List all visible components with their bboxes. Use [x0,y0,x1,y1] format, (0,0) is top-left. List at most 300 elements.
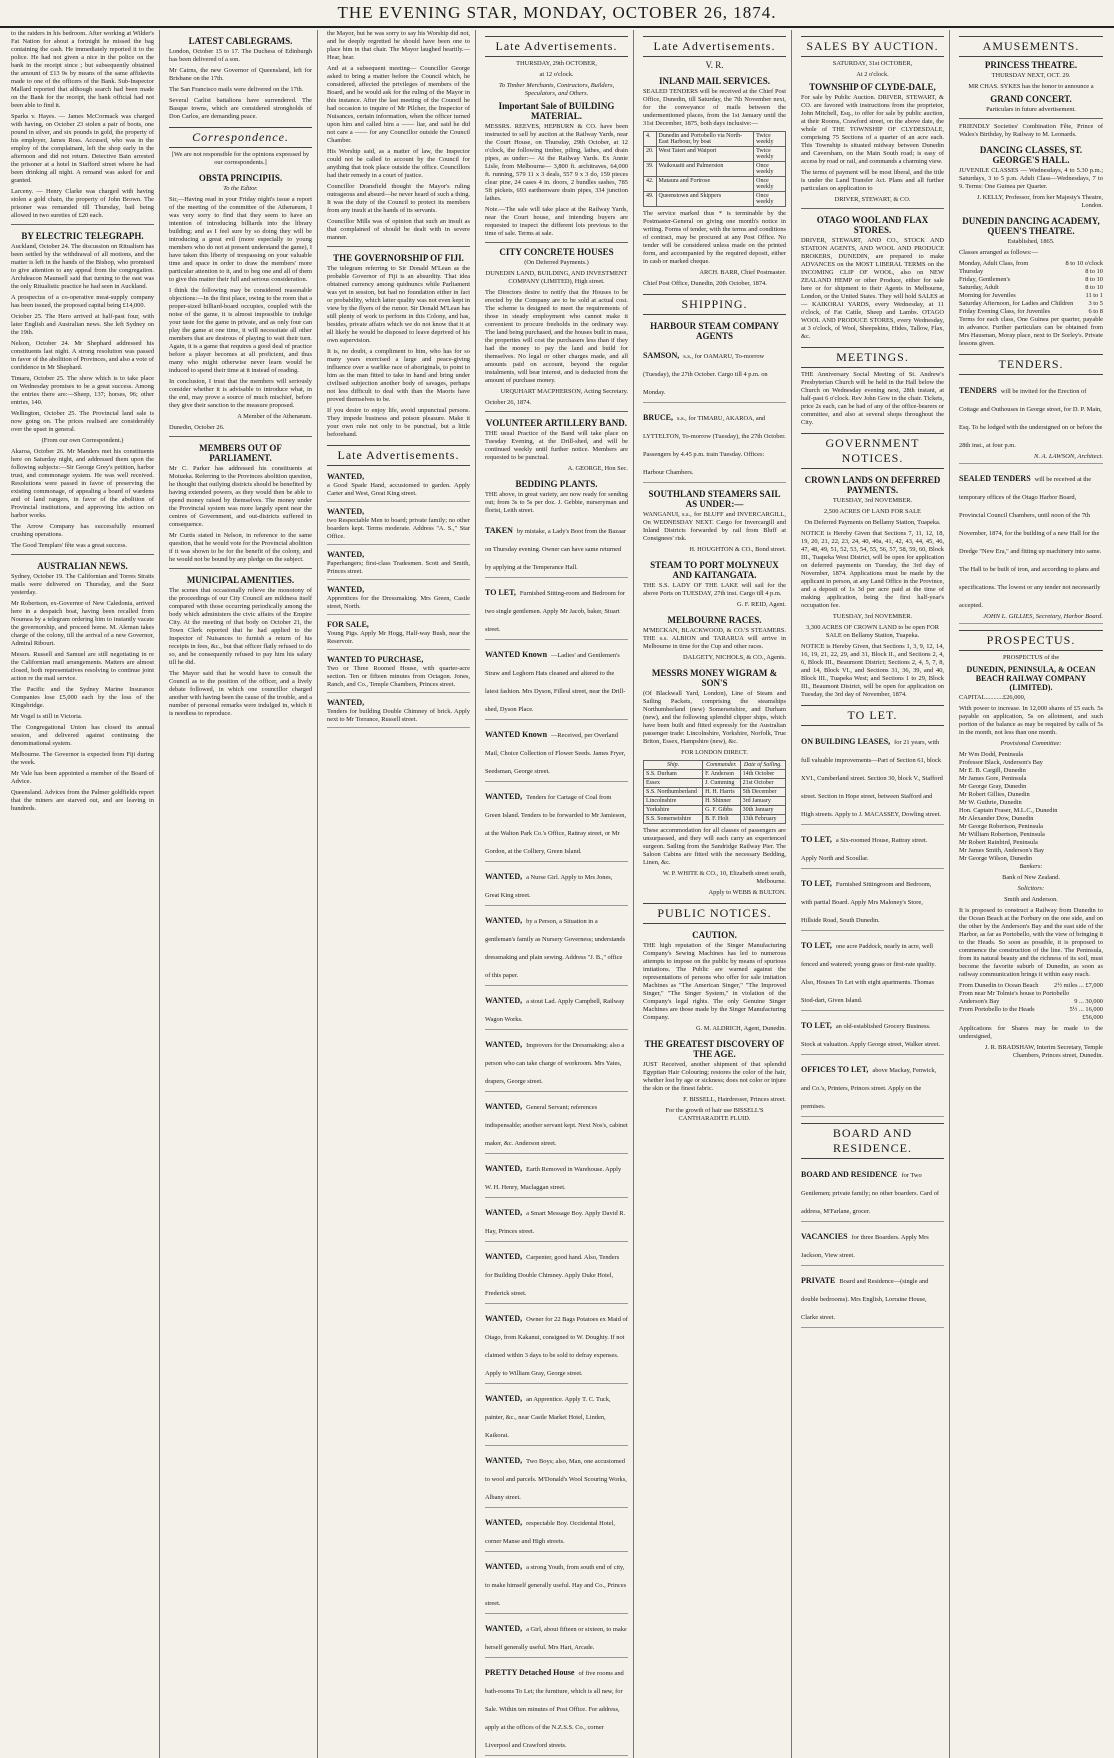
sale-title: TOWNSHIP OF CLYDE-DALE, [809,82,936,92]
table-header: Commander. [703,761,741,770]
table-cell: Queenstown and Skippers [656,192,754,207]
advert-title: WANTED, [485,1040,523,1049]
committee-member: Mr James Gore, Peninsula [959,775,1027,782]
advert-title: WANTED, [485,1164,523,1173]
advert [485,908,628,986]
column-7 [954,30,1108,1758]
table-cell: S.S. Durham [644,770,703,779]
sale-body: For sale by Public Auction. DRIVER, STEWART, & CO. are favored with instructions from the proprietor, John Mitchell, Esq., to offer for sale by public auction, at their Rooms, Crawford street, on the above date, the whole of THE TOWNSHIP OF CLYDESDALE, comprising 75 Sections of a quarter of an acre each. This Township is situated midway between Dunedin and Caversham, on the Main South road; is easy of access by road or rail, and commands a charming view. [801,94,944,165]
telegraph-para: Nelson, October 24. Mr Shephard addressed his constituents last night. A strong resolution was passed in favor of the abolition of Provinces, and also a vote of confidence in Mr Shephard. [11,340,154,371]
advert-body: Furnished Sittingroom and Bedroom, with partial Board. Apply Mrs Maloney's Store, Hillside Road, South Dunedin. [801,881,932,924]
melbourne-races-body: M'MECKAN, BLACKWOOD, & CO.'S STEAMERS. THE s.s. ALBION and TARARUA will arrive in Melbourne in time for the Cup and other races. [643,627,786,650]
dancing-sign: J. KELLY, Professor, from her Majesty's Theatre, London. [976,194,1103,209]
advert-body: for three Boarders. Apply Mrs Jackson, View street. [801,1234,929,1259]
fare-row [959,990,1103,998]
advert [485,1448,628,1508]
article-para: And at a subsequent meeting— Councillor George asked to bring a matter before the Council which, he considered, affected the privileges of members of the Board, and he would ask for the ruling of the Mayor in this instance. After the last meeting of the Council he had occasion to inquire of Mr Pilcher, the Inspector of Nuisances, certain information, when the officer turned upon him and called him a —— liar, and said he did not care a —— for any Councillor outside the Council Chamber. [327,65,470,144]
advert-title: WANTED Known [485,650,548,659]
telegraph-para: Auckland, October 24. The discussion on Ritualism has been settled by the withdrawal of all motions, and the matter is left in the hands of the Bishop, who promised to give attention to any appeal from the congregation. Archdeacon Maunsell said that turning to the east was the only Ritualistic practice he had seen in Auckland. [11,243,154,290]
to-let-advert [801,933,944,1011]
telegraph-para: Wellington, October 25. The Provincial land sale is now going on. The prices realised are considerably over the upset in general. [11,410,154,433]
advert-body: respectable Boy. Occidental Hotel, corner Manse and High streets. [485,1520,615,1545]
advert [485,722,628,782]
advert-title: WANTED, [485,1624,523,1633]
board-advert [801,1224,944,1266]
molyneux-body: THE S.S. LADY OF THE LAKE will sail for the above Ports on TUESDAY, 27th inst. Cargo till 4 p.m. [643,582,786,597]
table-cell: 21st October [740,779,785,788]
class-time: 8 to 10 [1085,268,1103,275]
bedding-heading: BEDDING PLANTS. [515,479,598,489]
crown-sub: 2,500 ACRES OF LAND FOR SALE [824,508,921,515]
money-wigram-sign2: Apply to WEBB & BULTON. [708,889,786,896]
table-row [644,192,786,207]
advert [327,547,470,580]
committee-member: Mr Wm Dodd, Peninsula [959,751,1024,758]
divider [485,411,628,412]
correspondent-heading: (From our own Correspondent.) [41,437,124,444]
fare-row [959,1006,1103,1014]
inland-mail-body: SEALED TENDERS will be received at the Chief Post Office, Dunedin, till Saturday, the 7th November next, for the conveyance of mails between the undermentioned places, from the 1st January until the 31st December, 1875, both days inclusive:— [643,88,786,127]
article-para: to the raiders in his bedroom. After working at Wilder's Fat Nation for about a fortnight he missed the bag containing the cash. He immediately reported it to the police. He had not given a nice in the police on the bank in the receipt since ; but subsequently obtained the amount of £13 9s by means of the same affidavits made to one of the officers of the Bank. Sub-Inspector Mallard reported that although search had been made on the Bank for the receipt, the bank official had not been able to find it. [11,30,154,109]
princess-grand: GRAND CONCERT. [990,94,1072,104]
advert-title: WANTED, [327,550,365,559]
solicitors-heading: Solicitors: [1017,885,1045,892]
class-day: Monday, Adult Class, from [959,260,1029,267]
correspondence-note: [We are not responsible for the opinions expressed by our correspondents.] [171,151,310,166]
members-para: Mr Curtis stated in Nelson, in reference to the same question, that he would vote for the Provincial abolition if it was shown to be for the benefit of the colony, and he would not be bound by any pledge on the subject. [169,532,312,563]
princess-date: THURSDAY NEXT, OCT. 29. [991,72,1071,79]
advert-body: Carpenter, good hand. Also, Tenders for Building Double Chimney. Apply Duke Hotel, Frederick street. [485,1254,620,1297]
advert-title: WANTED, [485,1314,523,1323]
city-houses-sub: (On Deferred Payments.) [524,259,589,266]
sale-terms: The terms of payment will be most liberal, and the title is under the Land Transfer Act. Plans and all further particulars on application to [801,169,944,192]
fare-amount: 5½ ... 16,000 [1069,1006,1103,1013]
sale-time: at 12 o'clock. [539,71,574,78]
advert-sign: JOHN L. GILLIES, Secretary, Harbor Board. [983,613,1103,620]
bankers-heading: Bankers: [1019,863,1043,870]
advert [485,642,628,720]
telegraph-para: October 25. The Hero arrived at half-past four, with later English and Australian news. She left Sydney on the 19th. [11,313,154,336]
advert [327,617,470,650]
advert-title: PRETTY Detached House [485,1668,575,1677]
discovery-heading: THE GREATEST DISCOVERY OF THE AGE. [644,1039,785,1059]
class-row [959,284,1103,292]
money-wigram-heading: MESSRS MONEY WIGRAM & SON'S [651,668,778,688]
table-cell: F. Anderson [703,770,741,779]
advert-title: TO LET, [801,941,832,950]
prospectus-sub: PROSPECTUS of the [1002,654,1060,661]
class-row [959,300,1103,308]
government-heading: GOVERNMENT NOTICES. [801,433,944,469]
inland-mail-terms: The service marked thus * is terminable by the Postmaster-General on giving one month's notice in writing. Forms of tender, with the terms and conditions of contract, may be procured at any Post Office. No tender will be considered unless made on the printed form, and accompanied by the required deposit, either in cash or marked cheque. [643,210,786,265]
fare-amount: 2½ miles ... £7,000 [1054,982,1103,989]
cable-para: London, October 15 to 17. The Duchess of Edinburgh has been delivered of a son. [169,48,312,63]
band-heading: VOLUNTEER ARTILLERY BAND. [485,418,628,428]
advert [485,1616,628,1658]
table-cell: Once weekly [754,162,786,177]
to-let-advert [801,1013,944,1055]
band-sign: A. GEORGE, Hon Sec. [567,465,628,472]
table-row [644,770,786,779]
australian-para: Queensland. Advices from the Palmer goldfields report that the miners are starved out, and are leaving in hundreds. [11,789,154,812]
table-cell: B. F. Holt [703,815,741,824]
fare-amount: 9 ... 30,000 [1074,998,1103,1005]
committee-member: Mr Robert Gillies, Dunedin [959,791,1030,798]
advert-title: WANTED, [327,472,365,481]
table-cell: 39. [644,162,657,177]
advert-title: TO LET, [801,1021,832,1030]
divider [801,208,944,209]
letter-para: I think the following may be considered reasonable objections:—In the first place, owing to the room that a proper-sized billiard-board occupies, coupled with the noise of the game, it is almost impossible to indulge your taste for the game in private, and as only four can play the game at one time, it will necessitate all other members that are desirous of playing to wait their turn. Again, it is a game that requires a good deal of practice before a player becomes at all proficient, and thus many who might otherwise never learn would be induced to spend their time at it instead of reading. [169,287,312,374]
advert-body: will be invited for the Erection of Cottage and Outhouses in George street, for D. P. Main, Esq. To be lodged with the undersigned on or before the 28th inst., at four p.m. [959,388,1103,449]
australian-para: Sydney, October 19. The Californian and Torres Straits mails were delivered on Thursday, and the Suez yesterday. [11,573,154,596]
committee-member: Mr W. Guthrie, Dunedin [959,799,1022,806]
advert-title: WANTED, [485,916,523,925]
advert-title: WANTED, [485,1102,523,1111]
table-cell: 42. [644,177,657,192]
city-houses-sign: URQUHART MACPHERSON, Acting Secretary. [500,388,628,395]
class-day: Saturday Afternoon, for Ladies and Children [959,300,1074,307]
table-cell: Yorkshire [644,806,703,815]
crown-sub: On Deferred Payments on Bellamy Station, Tuapeka. [804,519,941,526]
article-para: Councillor Dransfield thought the Mayor's ruling outrageous and absurd—he never heard of such a thing. It was the duty of the Council to protect its members from any insult at the hands of its servants. [327,183,470,214]
academy-terms: Terms for each class, One Guinea per quarter, payable in advance. Further particulars can be obtained from Mrs Hausman, Moray place, next to Dr Sorley's. Private lessons given. [959,316,1103,347]
committee-member: Mr Robert Rainbird, Peninsula [959,839,1038,846]
vr-crest: V. R. [705,60,724,70]
advert [485,1510,628,1552]
advert-body: Earth Removed in Warehouse. Apply W. H. Henry, Maclaggan street. [485,1166,622,1191]
members-heading: MEMBERS OUT OF PARLIAMENT. [199,443,282,463]
table-row [644,815,786,824]
caution-body: THE high reputation of the Singer Manufacturing Company's Sewing Machines has led to numerous attempts to impose on the public by means of spurious imitations. The Public are warned against the representations of persons who offer for sale imitation Machines as "The American Singer," "The Improved Singer," "The Singer System," in violation of the Company's legal rights. The only Genuine Singer Machines are those made by the Singer Manufacturing Company. [643,942,786,1021]
advert-body: General Servant; references indispensable; another servant kept. Next Nos's, cabinet maker, &c. Anderson street. [485,1104,628,1147]
advert-body: Board and Residence—(single and double bedrooms). Mrs English, Lorraine House, Clarke street. [801,1278,929,1321]
table-cell: 5th December [740,788,785,797]
cablegrams-heading: LATEST CABLEGRAMS. [188,36,293,46]
committee-member: Mr E. B. Cargill, Dunedin [959,767,1026,774]
mail-services-table [643,131,786,207]
advert-title: WANTED, [485,792,523,801]
table-cell: 30th January [740,806,785,815]
australian-para: The Pacific and the Sydney Marine Insurance Companies lose £5,000 each by the loss of the Kingsbridge. [11,686,154,709]
advert-title: ON BUILDING LEASES, [801,737,891,746]
advert-body: a stout Lad. Apply Campbell, Railway Wagon Works. [485,998,625,1023]
advert [485,580,628,640]
table-cell: 20. [644,147,657,162]
advert-body: a strong Youth, from south end of city, to make himself generally useful. Hay and Co., Princes street. [485,1564,627,1607]
advert-body: Tenders for building Double Chimney of brick. Apply next to Mr Torrance, Russell street. [327,708,470,723]
advert [485,1306,628,1384]
inland-mail-sign: ARCH. BARR, Chief Postmaster. [699,269,786,276]
table-cell: J. Cumming [703,779,741,788]
committee-member: Professor Black, Anderson's Bay [959,759,1043,766]
public-notices-heading: PUBLIC NOTICES. [643,903,786,924]
advert [327,652,470,693]
fare-row [959,998,1103,1006]
bedding-body: THE above, in great variety, are now ready for sending out; from 3s to 5s per doz. J. Gebbie, nurseryman and florist, Leith street. [485,491,628,514]
discovery-body: JUST Received, another shipment of that splendid Egyptian Hair Colouring; restores the color of the hair, whether lost by age or sickness; does not color or injure the skin or the finest fabric. [643,1061,786,1092]
correspondent-para: The Good Templars' fête was a great success. [11,542,127,549]
class-day: Thursday [959,268,984,275]
class-row [959,292,1103,300]
class-time: 6 to 8 [1088,308,1103,315]
australian-para: Messrs. Russell and Samuel are still negotiating in re the Californian mail arrangements. Matters are almost closed, both representatives resolving to continue joint action re the mail service. [11,651,154,682]
crown-date: TUESDAY, 3rd NOVEMBER. [832,613,913,620]
advert [327,695,470,728]
fare-route: From Dunedin to Ocean Beach [959,982,1039,989]
table-header: Ship. [644,761,703,770]
city-houses-company: DUNEDIN LAND, BUILDING, AND INVESTMENT COMPANY (LIMITED), High street. [485,270,628,285]
australian-para: Mr Vogel is still in Victoria. [11,713,83,720]
advert-title: WANTED, [485,1562,523,1571]
article-para: Sparks v. Hayes. — James McCormack was charged with having, on October 23 stolen a pair of boots, one pound in silver, and six pounds in gold, the property of his employer, James Ross. Accused, who was in the employ of the complainant, left the shop early in the afternoon and did not return. Detective Bain arrested the prisoner at a hotel in Stafford street where he had been drinking all night. A remand was asked for and granted. [11,113,154,184]
table-cell: 3rd January [740,797,785,806]
city-houses-body: The Directors desire to notify that the Houses to be erected by the Company are to be sold at actual cost. The scheme is designed to meet the requirements of those in steady employment who cannot make it convenient to procure freeholds in the ordinary way. The land being purchased, and the houses built in mass, the properties will cost the purchasers less than if they had the money to pay the land and build for themselves. No legal or other charges made, and all amounts paid on account, beyond the regular instalments, will bear interest, and is deducted from the amount of purchase money. [485,289,628,384]
solicitors: Smith and Anderson. [1004,896,1058,903]
southland-heading: SOUTHLAND STEAMERS SAIL AS UNDER:— [648,489,781,509]
southland-sign: H. HOUGHTON & CO., Bond street. [689,546,786,553]
table-cell: Once weekly [754,177,786,192]
sale-time: At 2 o'clock. [856,71,889,78]
advert-title: WANTED Known [485,730,548,739]
prospectus-heading: PROSPECTUS. [959,630,1103,651]
dancing-body: JUVENILE CLASSES — Wednesdays, 4 to 5.30 p.m.; Saturdays, 3 to 5 p.m. Adult Class—Wednesdays, 7 to 9. Terms: One Guinea per Quarter. [959,167,1103,190]
advert [327,469,470,502]
money-wigram-sub: FOR LONDON DIRECT. [681,749,748,756]
advert [485,1244,628,1304]
advert-title: WANTED, [485,1394,523,1403]
divider [327,246,470,247]
table-cell: Lincolnshire [644,797,703,806]
fare-route: From Portobello to the Heads [959,1006,1035,1013]
inland-mail-date: Chief Post Office, Dunedin, 20th October, 1874. [643,280,767,287]
shipping-heading: SHIPPING. [643,294,786,315]
band-body: THE usual Practice of the Band will take place on Tuesday Evening, at the Drill-shed, and will be continued weekly until further notice. Members are requested to be punctual. [485,430,628,461]
fare-route: From near Mr Tolmie's house to Portobello [959,990,1070,997]
table-cell: Essex [644,779,703,788]
class-day: Morning for Juveniles [959,292,1016,299]
advert-title: BOARD AND RESIDENCE [801,1170,898,1179]
money-wigram-terms: These accommodation for all classes of passengers are unsurpassed, and they will each carry an experienced surgeon. Sailing from the Sandridge Railway Pier. The Saloon Cabins are fitted with the necessary Bedding, Linen, &c. [643,827,786,866]
sales-heading: SALES BY AUCTION. [801,36,944,57]
article-para: the Mayor, but he was sorry to say his Worship did not, and he deeply regretted he should have been one to place him in that chair. The Mayor laughed heartily.—Hear, hear. [327,30,470,61]
to-let-advert [801,729,944,825]
table-cell: H. Shinner [703,797,741,806]
table-row [644,162,786,177]
fare-row [959,982,1103,990]
advert-body: for 21 years, with full valuable improvements—Part of Section 61, block XVI., Cumberland street. Section 30, block V., Stafford street. Section in Hope street, between Stafford and High streets. Apply to J. MACASSEY, Dowling street. [801,739,943,818]
advert-title: WANTED, [485,1456,523,1465]
advert-body: a Six-roomed House, Rattray street. Apply North and Scoullar. [801,837,928,862]
article-para: Councillor Mills was of opinion that such an insult as that complained of should be dealt with in severe manner. [327,218,470,241]
wool-body: DRIVER, STEWART, AND CO., STOCK AND STATION AGENTS, AND WOOL AND PRODUCE BROKERS, DUNEDIN, are prepared to make ADVANCES on the MOST LIBERAL TERMS on the INCOMING CLIP OF WOOL, also on NEW ZEALAND HEMP or other Produce, either for sale here or for shipment to their Agents in Melbourne, London, or the United States. They will hold SALES at— KAIKORAI YARDS, every Wednesday, at 11 o'clock, of Fat Cattle, Sheep and Lambs. OTAGO WOOL AND PRODUCE STORES, every Wednesday, at 3 o'clock, of Wool, Sheepskins, Hides, Tallow, Flax, &c. [801,237,944,340]
amusements-heading: AMUSEMENTS. [959,36,1103,57]
australian-para: Mr Robertson, ex-Governor of New Caledonia, arrived here in a despatch boat, having been recalled from Noumea by a telegram ordering him to instantly vacate the governorship, and proceed home. M. Aleman takes charge of the colony, till the arrival of a new Governor, Admiral Ribourt. [11,600,154,647]
advert-title: WANTED, [327,585,365,594]
advert-body: of five rooms and bath-rooms To Let; the furniture, which is all new, for Sale. Within ten minutes of Post Office. For address, apply at the offices of the N.Z.S.S. Co., corner Liverpool and Crawford streets. [485,1670,624,1749]
to-let-advert [801,1057,944,1117]
advert-body: a Nurse Girl. Apply to Mrs Jones, Great King street. [485,874,613,899]
committee-member: Hon. Captain Fraser, M.L.C., Dunedin [959,807,1058,814]
advert [485,518,628,578]
table-cell: 49. [644,192,657,207]
harbour-heading: HARBOUR STEAM COMPANY AGENTS [650,321,779,341]
to-let-advert [801,871,944,931]
ship-body: s.s., for TIMARU, AKAROA, and LYTTELTON, To-morrow (Tuesday), the 27th October. Passengers by 4.45 p.m. train Tuesday. Offices: Harbour Chambers. [643,415,786,476]
advert [485,1660,628,1756]
obsta-heading: OBSTA PRINCIPIIS. [198,173,283,183]
table-cell: Mataura and Fortrose [656,177,754,192]
advert [327,504,470,545]
australian-para: Mr Vale has been appointed a member of the Board of Advice. [11,770,154,785]
crown-date: TUESDAY, 3rd NOVEMBER. [832,497,913,504]
advert [327,582,470,615]
ship-advert [643,405,786,483]
advert-title: TO LET, [485,588,516,597]
to-let-advert [801,827,944,869]
princess-heading: PRINCESS THEATRE. [984,60,1078,70]
prospectus-capital: CAPITAL...........£26,000, [959,694,1026,701]
governorship-para: The telegram referring to Sir Donald M'Lean as the probable Governor of Fiji is an absurdity. That idea obtained currency among quidnuncs while Parliament was yet in session, but had no foundation either in fact or probability, which latter quality was not even kept in view by the flyers of the rumor. Sir Donald M'Lean has still plenty of work to perform in this Colony, and has, besides, private affairs which we do not know that it at all likely he would be disposed to leave deprived of his own supervision. [327,265,470,344]
ship-advert [643,343,786,403]
australian-para: The Congregational Union has closed its annual session, and delivered against continuing the denominational system. [11,724,154,747]
advert [485,784,628,862]
advert-body: an Apprentice. Apply T. C. Tuck, painter, &c., near Castle Market Hotel, Linden, Kaikorai. [485,1396,611,1439]
wool-heading: OTAGO WOOL AND FLAX STORES. [816,215,929,235]
late-adverts-heading: Late Advertisements. [485,36,628,57]
members-para: Mr C. Parker has addressed his constituents at Motueka. Referring to the Provinces abolition question, he thought that outlying districts should be benefited by having extended powers, as they would then be able to spend money raised by themselves. The money under the Provincial system was more largely spent near the centres of Government, and out-districts suffered in consequence. [169,465,312,528]
correspondent-para: Akaroa, October 26. Mr Manders met his constituents here on Saturday night, and addressed them upon the following subjects:—Sir George Grey's petition, harbor trust, and commonage system. He was well received. Resolutions were passed in favor of preserving the existing commonage, of appealing a board of wardens and of land rangers, in favor of the abolition of Provincial institutions, and approving his action on harbor works. [11,448,154,519]
city-houses-date: October 26, 1874. [485,399,532,406]
class-time: 8 to 10 [1085,284,1103,291]
advert-body: will be received at the temporary offices of the Otago Harbor Board, Provincial Council Chambers, until noon of the 7th November, 1874, for the building of a new Hall for the Dredge "New Era," and fitting up machinery into same. The Hall to be built of iron, and according to plans and specifications. The lowest or any tender not necessarily accepted. [959,476,1102,609]
fare-route: Anderson's Bay [959,998,1000,1005]
letter-para: In conclusion, I trust that the members will seriously consider whether it is advisable to introduce what, in the end, may prove a source of much mischief, before they give their sanction to the measure proposed. [169,378,312,409]
class-day: Friday Evening Class, for Juveniles [959,308,1051,315]
advert-body: an old-established Grocery Business. Stock at valuation. Apply George street, Walker street. [801,1023,941,1048]
advert [485,1200,628,1242]
advert-title: WANTED, [485,996,523,1005]
table-cell: Twice weekly [754,147,786,162]
prospectus-body: With power to increase. In 12,000 shares of £5 each. 5s payable on application, 5s on allotment, and such portion of the balance as may be required by calls of 5s in the month, not less than one month. [959,705,1103,736]
advert-body: for Two Gentlemen; private family; no other boarders. Card of address, M'Farlane, grocer. [801,1172,940,1215]
class-time: 8 to 10 o'clock [1065,260,1103,267]
table-cell: 14th October [740,770,785,779]
table-cell: 13th February [740,815,785,824]
advert-title: TENDERS [959,386,997,395]
advert-title: WANTED, [327,507,365,516]
masthead [0,0,1114,28]
advert-body: Tenders for Cartage of Coal from Green Island. Tenders to be forwarded to Mr Jamieson, at the Walton Park Co.'s Office, Rattray street, or Mr Gordon, at the Colliery, Green Island. [485,794,627,855]
advert [485,988,628,1030]
class-time: 8 to 10 [1085,276,1103,283]
obsta-to: To the Editor. [223,185,258,192]
advert-title: WANTED, [485,1252,523,1261]
crown-sub: 3,300 ACRES OF CROWN LAND to be open FOR SALE on Bellamy Station, Tuapeka. [806,624,939,639]
table-row [644,779,786,788]
advert-sign: N. A. LAWSON, Architect. [1033,453,1103,460]
prospectus-foot: Applications for Shares may be made to the undersigned, [959,1025,1103,1040]
advert-title: PRIVATE [801,1276,836,1285]
committee-member: Mr Alexander Dow, Dunedin [959,815,1034,822]
advert-body: a Good Spade Hand, accustomed to garden. Apply Carter and West, Great King street. [327,482,470,497]
cable-para: The San Francisco mails were delivered on the 17th. [169,86,304,93]
table-cell: Dunedin and Portobello via North-East Harbour, by boat [656,132,754,147]
sale-to: To Timber Merchants, Contractors, Builders, Speculators, and Others. [498,82,615,97]
municipal-para: The scenes that occasionally relieve the monotony of the proceedings of our City Council are mildness itself compared with those occurring periodically among the body which administers the civic affairs of the Empire City. At the meeting of that body on October 21, the Town Clerk reported that he had applied to the Inspector of Nuisances to furnish a return of his receipts in fees, &c., but that officer flatly refused to do so, and he consequently refused to pay him his salary till he did. [169,587,312,666]
letter-signature: A Member of the Athenæum. [237,413,312,420]
ship-name: SAMSON, [643,351,680,360]
divider [169,568,312,569]
column-1 [6,30,160,1758]
columns [6,30,1108,1749]
friendly-body: FRIENDLY Societies' Combination Fête, Prince of Wales's Birthday, by Railway to M. Leonards. [959,123,1103,138]
cable-para: Several Carlist battalions have surrendered. The Basque towns, which are considered strongholds of Don Carlos, are demanding peace. [169,97,312,120]
board-advert [801,1162,944,1222]
advert-title: SEALED TENDERS [959,474,1031,483]
sale-body: MESSRS. REEVES, HEPBURN & CO. have been instructed to sell by auction at the Railway Yards, near the Court House, on Thursday, 29th October, at 12 o'clock, the following timber, piling, lathes, and drain pipes, as under:— At the Railway Yards. Ex Annie Lisle, from Melbourne— 3,800 ft. architraves, 64,000 ft. running, 579 11 x 3 deals, 557 9 x 3 do, 159 pieces clear pine, 24 cases 4 in. doors, 2 bundles sashes, 785 5ft pickets, 693 earthenware drain pipes, 334 junction lathes. [485,123,628,202]
fares-total: £56,000 [1082,1014,1103,1021]
advert-title: WANTED, [485,1518,523,1527]
divider [959,118,1103,119]
prospectus-company: DUNEDIN, PENINSULA, & OCEAN BEACH RAILWAY COMPANY (LIMITED). [966,665,1096,692]
advert-body: a Girl, about fifteen or sixteen, to make herself generally useful. Mrs Hart, Arcade. [485,1626,627,1651]
caution-heading: CAUTION. [692,930,737,940]
prospectus-sign: J. R. BRADSHAW, Interim Secretary, Temple Chambers, Princes street, Dunedin. [984,1044,1103,1059]
melbourne-races-heading: MELBOURNE RACES. [667,615,762,625]
advert-body: Improvers for the Dressmaking; also a person who can take charge of workroom. Mrs Yates, drapers, George street. [485,1042,625,1085]
advert-body: a Smart Message Boy. Apply David R. Hay, Princes street. [485,1210,626,1235]
academy-est: Established, 1865. [1007,238,1055,245]
divider [169,436,312,437]
table-row [644,132,786,147]
letter-para: Sir,—Having read in your Friday night's issue a report of the meeting of the committee of the Athenæum, I was very sorry to find that they seem to have an intention of introducing billiards into the library building; and as I feel sure by so doing they will be introducing a great evil (more especially to young members who do not at present understand the game), I have taken this liberty of trespassing on your valuable time and space in order to draw the members' more particular attention to it, and to beg one and all of them to give this matter their full and serious consideration. [169,196,312,283]
telegraph-para: A prospectus of a co-operative meat-supply company has been issued, the proposed capital being £14,000. [11,294,154,309]
table-cell: S.S. Somersetshire [644,815,703,824]
committee-heading: Provisional Committee: [1000,740,1062,747]
advert-body: by a Person, a Situation in a gentleman's family as Nursery Governess; understands dressmaking and plain sewing. Address "J. B.," office of this paper. [485,918,626,979]
dancing-heading: DANCING CLASSES, ST. GEORGE'S HALL. [979,145,1083,165]
committee-member: Mr George Robertson, Peninsula [959,823,1044,830]
table-row [644,806,786,815]
telegraph-para: Timaru, October 25. The show which is to take place on Wednesday promises to be a great success. Among the entries there are:—Sheep, 137; horses, 96; other entries, 140. [11,375,154,406]
advert-title: FOR SALE, [327,620,369,629]
table-row [644,177,786,192]
divider [11,224,154,225]
academy-heading: DUNEDIN DANCING ACADEMY, QUEEN'S THEATRE. [962,216,1100,236]
ship-body: s.s., for OAMARU, To-morrow (Tuesday), the 27th October. Cargo till 4 p.m. on Monday. [643,353,768,396]
table-header-row [644,761,786,770]
column-2 [164,30,318,1758]
advert-body: Owner for 22 Bags Potatoes ex Maid of Otago, from Kakanui, consigned to W. Doughty. If not claimed within 3 days to be sold to defray expenses. Apply to William Gray, George street. [485,1316,628,1377]
table-cell: S.S. Northumberland [644,788,703,797]
advert [485,1554,628,1614]
advert-title: WANTED, [485,1208,523,1217]
class-row [959,260,1103,268]
advert-body: —Ladies' and Gentlemen's Straw and Leghorn Hats cleaned and altered to the latest fashion. Mrs Dyson, Filleul street, near the Drill-shed, Dyson Place. [485,652,626,713]
table-cell: H. H. Harris [703,788,741,797]
melbourne-races-sign: DALGETY, NICHOLS, & CO., Agents. [682,654,786,661]
money-wigram-sign: W. P. WHITE & CO., 10, Elizabeth street south, Melbourne. [662,870,786,885]
governorship-para: If you desire to enjoy life, avoid unpunctual persons. They impede business and poison pleasure. Make it your own rule not only to be punctual, but a little beforehand. [327,407,470,438]
board-heading: BOARD AND RESIDENCE. [801,1123,944,1159]
advert-title: TO LET, [801,835,832,844]
tenders-heading: TENDERS. [959,354,1103,375]
class-row [959,268,1103,276]
advert-title: WANTED, [327,698,365,707]
column-3 [322,30,476,1758]
meetings-body: THE Anniversary Social Meeting of St. Andrew's Presbyterian Church will be held in the Hall below the Church on Wednesday evening next, 28th instant, at half-past 6 o'clock. Rev John Gow in the chair. Tickets, price 2s each, can be had of any of the office-bearers or committee, and also at several shops throughout the City. [801,371,944,426]
